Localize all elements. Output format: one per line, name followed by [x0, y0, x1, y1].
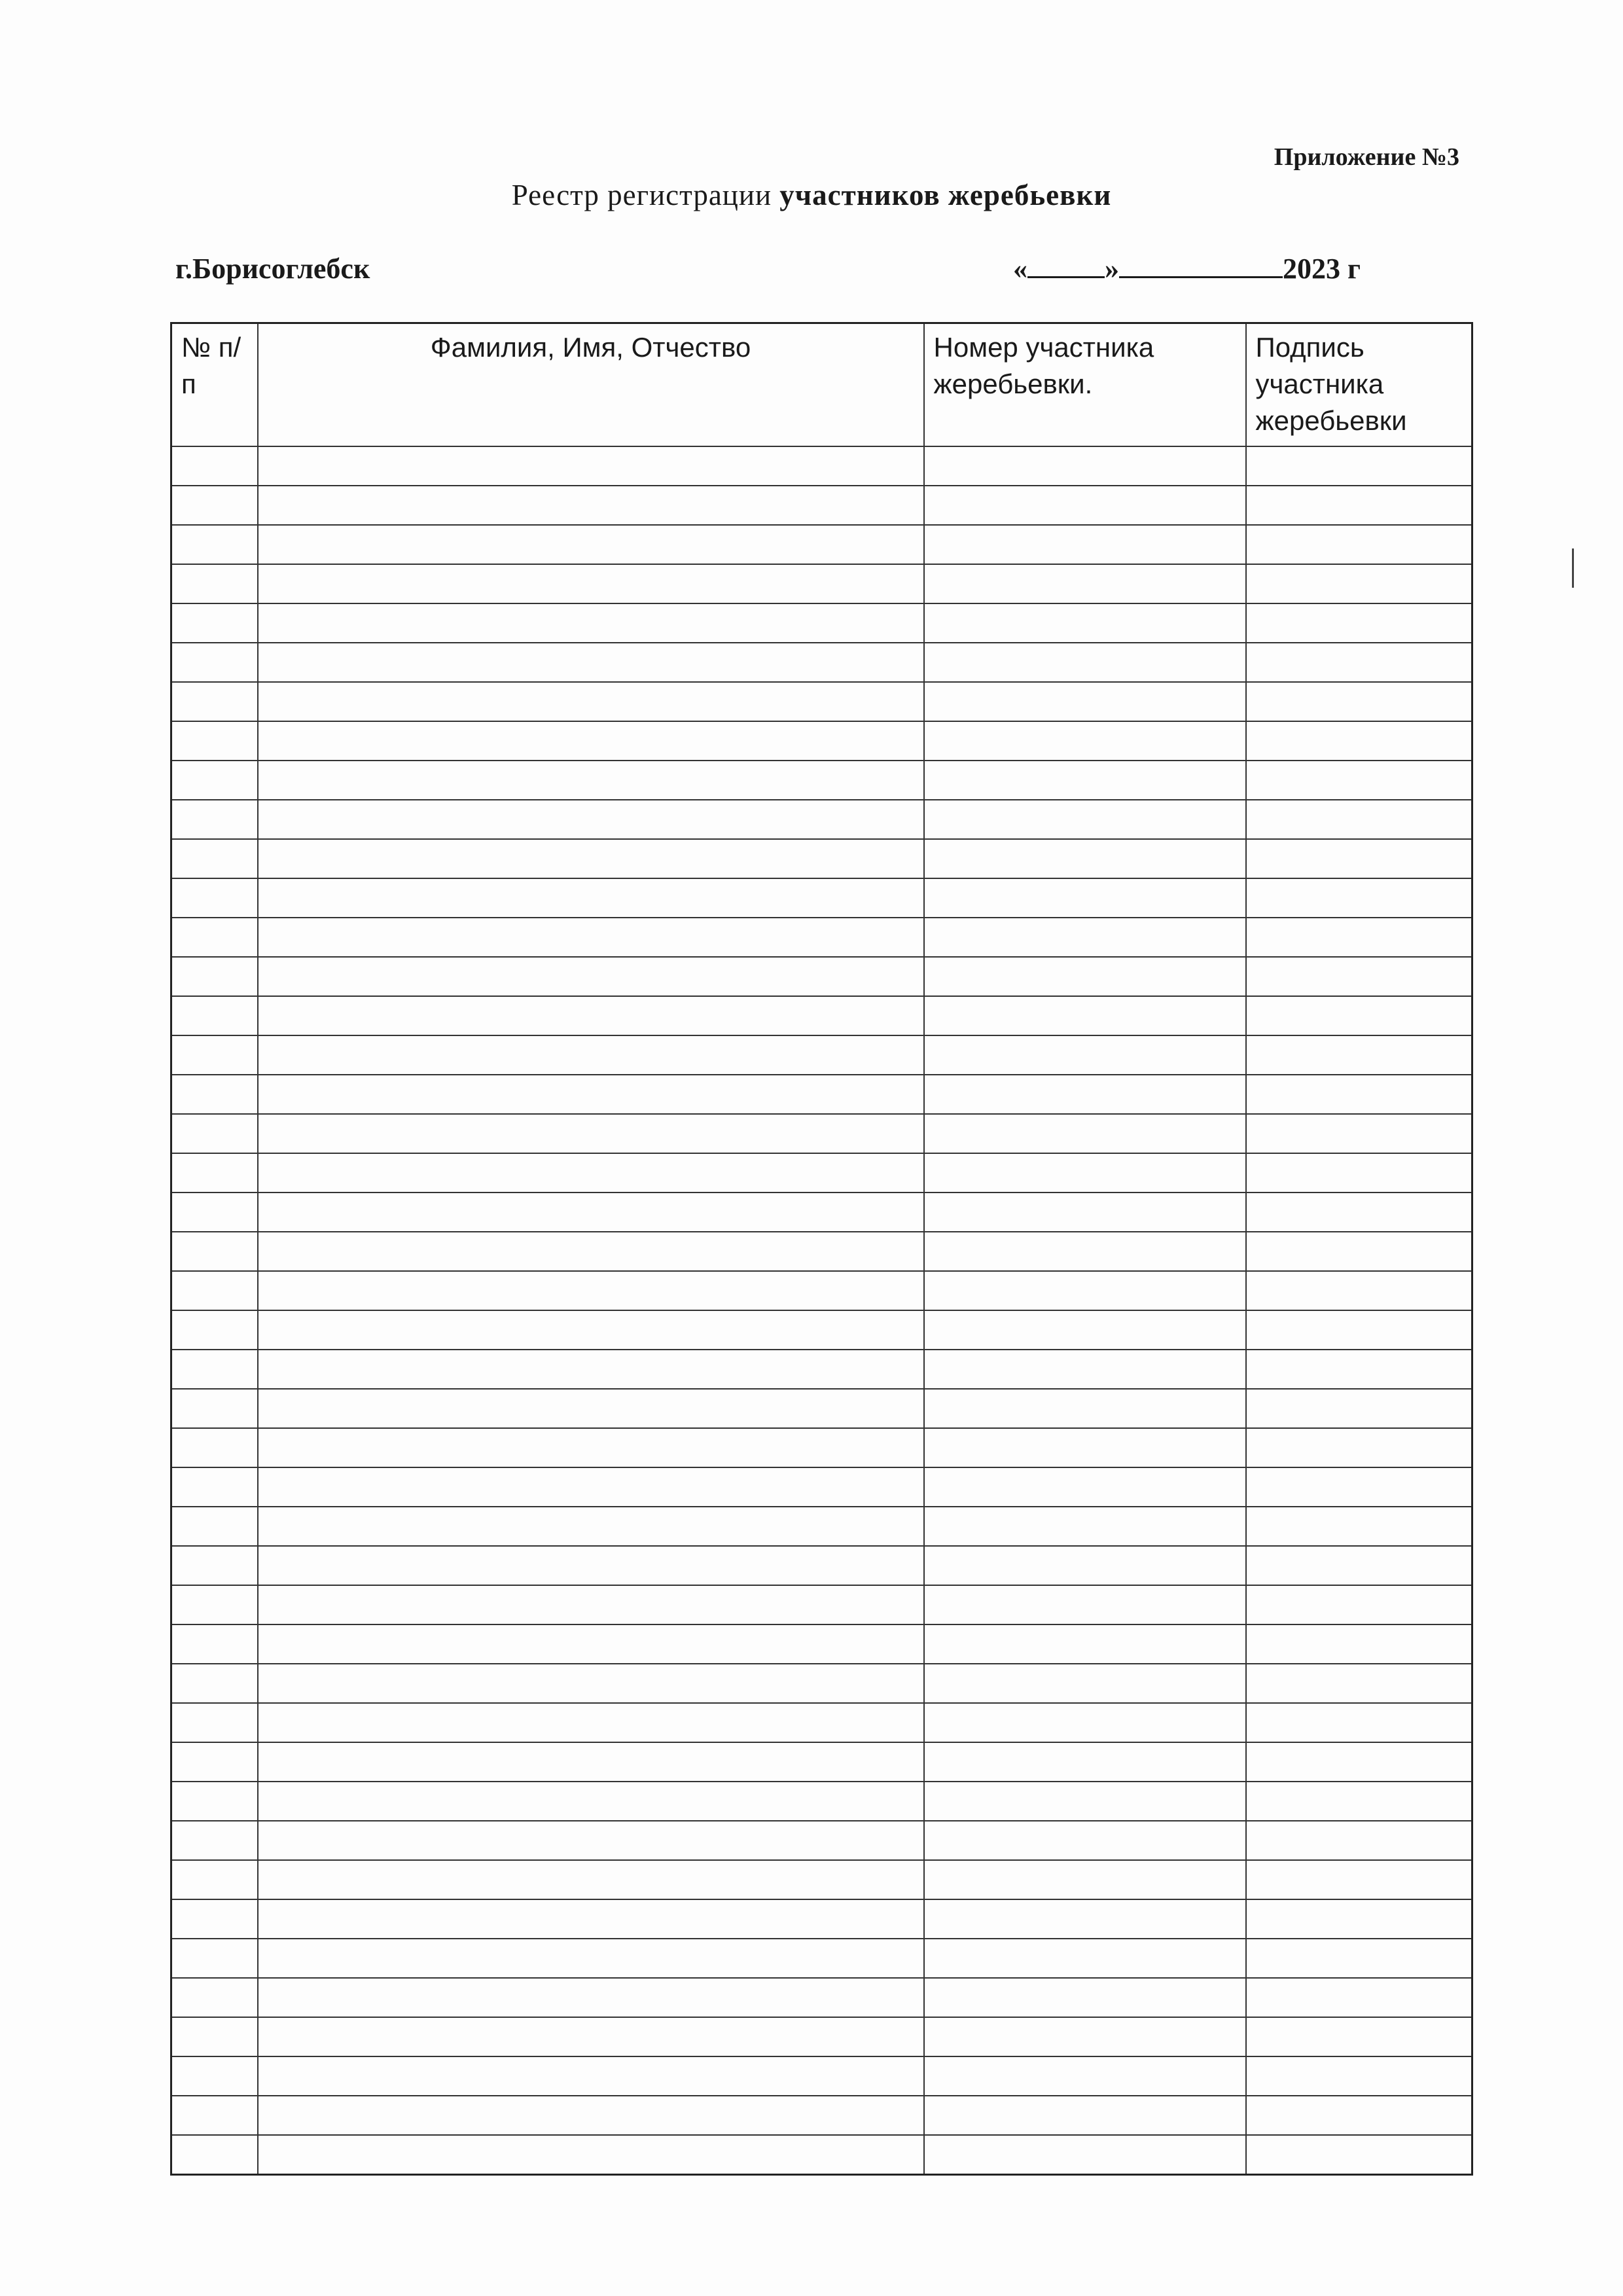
cell-signature — [1246, 996, 1472, 1035]
cell-full-name — [258, 525, 924, 564]
column-header-signature: Подпись участника жеребьевки — [1246, 323, 1472, 447]
city-label: г.Борисоглебск — [175, 253, 370, 285]
cell-signature — [1246, 1350, 1472, 1389]
table-row — [171, 1624, 1472, 1664]
cell-full-name — [258, 1664, 924, 1703]
cell-number — [171, 1782, 258, 1821]
table-row — [171, 839, 1472, 878]
cell-signature — [1246, 2056, 1472, 2096]
cell-participant-number — [924, 957, 1246, 996]
cell-participant-number — [924, 1350, 1246, 1389]
cell-full-name — [258, 1899, 924, 1939]
cell-number — [171, 446, 258, 486]
table-body — [171, 446, 1472, 2175]
column-header-full-name: Фамилия, Имя, Отчество — [258, 323, 924, 447]
cell-full-name — [258, 1821, 924, 1860]
cell-participant-number — [924, 1271, 1246, 1310]
document-title — [0, 178, 1623, 212]
cell-signature — [1246, 1664, 1472, 1703]
cell-signature — [1246, 957, 1472, 996]
cell-signature — [1246, 1271, 1472, 1310]
table-row — [171, 682, 1472, 721]
cell-participant-number — [924, 1664, 1246, 1703]
cell-full-name — [258, 1978, 924, 2017]
cell-signature — [1246, 1624, 1472, 1664]
cell-participant-number — [924, 1310, 1246, 1350]
cell-participant-number — [924, 2056, 1246, 2096]
date-line — [1013, 252, 1361, 285]
cell-full-name — [258, 1310, 924, 1350]
title-regular-part: Реестр регистрации — [511, 179, 780, 211]
cell-number — [171, 1114, 258, 1153]
cell-participant-number — [924, 1075, 1246, 1114]
cell-full-name — [258, 1467, 924, 1507]
cell-full-name — [258, 564, 924, 603]
cell-signature — [1246, 1860, 1472, 1899]
table-row — [171, 1860, 1472, 1899]
month-blank — [1119, 253, 1283, 278]
cell-number — [171, 1075, 258, 1114]
table-row — [171, 1664, 1472, 1703]
cell-participant-number — [924, 1193, 1246, 1232]
cell-participant-number — [924, 1467, 1246, 1507]
table-row — [171, 1467, 1472, 1507]
cell-participant-number — [924, 1782, 1246, 1821]
table-row — [171, 1782, 1472, 1821]
cell-signature — [1246, 1114, 1472, 1153]
table-row — [171, 1153, 1472, 1193]
cell-number — [171, 643, 258, 682]
cell-full-name — [258, 2056, 924, 2096]
table-row — [171, 486, 1472, 525]
cell-number — [171, 1585, 258, 1624]
cell-participant-number — [924, 721, 1246, 761]
table-row — [171, 2017, 1472, 2056]
cell-signature — [1246, 918, 1472, 957]
cell-signature — [1246, 1585, 1472, 1624]
cell-full-name — [258, 918, 924, 957]
cell-participant-number — [924, 564, 1246, 603]
cell-participant-number — [924, 525, 1246, 564]
table-row — [171, 1546, 1472, 1585]
cell-participant-number — [924, 1153, 1246, 1193]
cell-number — [171, 2056, 258, 2096]
cell-signature — [1246, 1310, 1472, 1350]
cell-number — [171, 1742, 258, 1782]
cell-participant-number — [924, 1507, 1246, 1546]
cell-participant-number — [924, 996, 1246, 1035]
cell-number — [171, 2096, 258, 2135]
cell-number — [171, 1350, 258, 1389]
cell-participant-number — [924, 1232, 1246, 1271]
cell-signature — [1246, 1507, 1472, 1546]
cell-signature — [1246, 2096, 1472, 2135]
cell-full-name — [258, 1114, 924, 1153]
cell-number — [171, 1939, 258, 1978]
table-row — [171, 525, 1472, 564]
table-row — [171, 957, 1472, 996]
cell-full-name — [258, 1939, 924, 1978]
cell-participant-number — [924, 839, 1246, 878]
cell-full-name — [258, 1782, 924, 1821]
cell-full-name — [258, 486, 924, 525]
cell-participant-number — [924, 1585, 1246, 1624]
cell-participant-number — [924, 1546, 1246, 1585]
title-bold-part: участников жеребьевки — [779, 179, 1112, 211]
cell-number — [171, 839, 258, 878]
table-row — [171, 2096, 1472, 2135]
table-row — [171, 721, 1472, 761]
cell-signature — [1246, 800, 1472, 839]
cell-full-name — [258, 643, 924, 682]
cell-full-name — [258, 2096, 924, 2135]
cell-participant-number — [924, 643, 1246, 682]
cell-full-name — [258, 1703, 924, 1742]
cell-participant-number — [924, 878, 1246, 918]
cell-number — [171, 761, 258, 800]
cell-number — [171, 1860, 258, 1899]
date-close-quote: » — [1105, 253, 1119, 285]
cell-full-name — [258, 1075, 924, 1114]
cell-number — [171, 1899, 258, 1939]
cell-signature — [1246, 1467, 1472, 1507]
cell-participant-number — [924, 918, 1246, 957]
cell-signature — [1246, 1035, 1472, 1075]
table-row — [171, 446, 1472, 486]
cell-signature — [1246, 1821, 1472, 1860]
cell-participant-number — [924, 1389, 1246, 1428]
cell-number — [171, 1664, 258, 1703]
cell-full-name — [258, 1624, 924, 1664]
cell-full-name — [258, 839, 924, 878]
table-row — [171, 1350, 1472, 1389]
cell-full-name — [258, 1428, 924, 1467]
cell-participant-number — [924, 2017, 1246, 2056]
cell-signature — [1246, 1232, 1472, 1271]
registration-table — [170, 322, 1473, 2176]
cell-full-name — [258, 603, 924, 643]
cell-number — [171, 878, 258, 918]
cell-number — [171, 957, 258, 996]
cell-full-name — [258, 1585, 924, 1624]
cell-number — [171, 1978, 258, 2017]
cell-participant-number — [924, 1821, 1246, 1860]
cell-signature — [1246, 486, 1472, 525]
table-row — [171, 1939, 1472, 1978]
cell-number — [171, 1193, 258, 1232]
cell-signature — [1246, 761, 1472, 800]
cell-number — [171, 1624, 258, 1664]
table-row — [171, 1232, 1472, 1271]
cell-number — [171, 1310, 258, 1350]
cell-participant-number — [924, 1035, 1246, 1075]
table-row — [171, 761, 1472, 800]
cell-number — [171, 918, 258, 957]
cell-full-name — [258, 2017, 924, 2056]
cell-participant-number — [924, 1742, 1246, 1782]
cell-signature — [1246, 1389, 1472, 1428]
table-row — [171, 1978, 1472, 2017]
cell-participant-number — [924, 603, 1246, 643]
table-row — [171, 918, 1472, 957]
cell-full-name — [258, 878, 924, 918]
table-row — [171, 996, 1472, 1035]
column-header-participant-number: Номер участника жеребьевки. — [924, 323, 1246, 447]
table-row — [171, 1899, 1472, 1939]
column-header-number: № п/п — [171, 323, 258, 447]
cell-signature — [1246, 1153, 1472, 1193]
cell-number — [171, 1703, 258, 1742]
cell-participant-number — [924, 1428, 1246, 1467]
date-open-quote: « — [1013, 253, 1027, 285]
table-row — [171, 1389, 1472, 1428]
cell-number — [171, 2017, 258, 2056]
cell-signature — [1246, 878, 1472, 918]
table-row — [171, 1035, 1472, 1075]
cell-full-name — [258, 446, 924, 486]
cell-number — [171, 1467, 258, 1507]
cell-full-name — [258, 1271, 924, 1310]
table-row — [171, 800, 1472, 839]
cell-full-name — [258, 682, 924, 721]
cell-number — [171, 2135, 258, 2175]
appendix-label: Приложение №3 — [1274, 143, 1459, 171]
cell-signature — [1246, 1428, 1472, 1467]
cell-signature — [1246, 682, 1472, 721]
table-row — [171, 1585, 1472, 1624]
cell-signature — [1246, 1782, 1472, 1821]
table-row — [171, 878, 1472, 918]
table-header-row — [171, 323, 1472, 447]
cell-full-name — [258, 800, 924, 839]
table-row — [171, 1310, 1472, 1350]
cell-full-name — [258, 1193, 924, 1232]
cell-signature — [1246, 525, 1472, 564]
table-row — [171, 1193, 1472, 1232]
cell-signature — [1246, 1978, 1472, 2017]
cell-full-name — [258, 1546, 924, 1585]
cell-full-name — [258, 1507, 924, 1546]
cell-number — [171, 1546, 258, 1585]
table-row — [171, 564, 1472, 603]
cell-number — [171, 1232, 258, 1271]
cell-signature — [1246, 564, 1472, 603]
cell-signature — [1246, 2017, 1472, 2056]
cell-participant-number — [924, 446, 1246, 486]
cell-signature — [1246, 839, 1472, 878]
cell-full-name — [258, 996, 924, 1035]
table-row — [171, 1114, 1472, 1153]
cell-signature — [1246, 643, 1472, 682]
table-row — [171, 2056, 1472, 2096]
cell-participant-number — [924, 1703, 1246, 1742]
cell-participant-number — [924, 2135, 1246, 2175]
cell-number — [171, 1821, 258, 1860]
cell-full-name — [258, 1153, 924, 1193]
cell-number — [171, 1428, 258, 1467]
cell-signature — [1246, 1939, 1472, 1978]
cell-signature — [1246, 603, 1472, 643]
cell-number — [171, 1507, 258, 1546]
scan-margin-mark — [1572, 548, 1574, 588]
cell-full-name — [258, 1350, 924, 1389]
cell-participant-number — [924, 800, 1246, 839]
cell-participant-number — [924, 1624, 1246, 1664]
cell-full-name — [258, 957, 924, 996]
table-row — [171, 1703, 1472, 1742]
table-row — [171, 1821, 1472, 1860]
day-blank — [1027, 253, 1105, 278]
cell-full-name — [258, 1035, 924, 1075]
cell-number — [171, 525, 258, 564]
cell-participant-number — [924, 1978, 1246, 2017]
cell-signature — [1246, 1703, 1472, 1742]
cell-signature — [1246, 2135, 1472, 2175]
cell-full-name — [258, 1860, 924, 1899]
cell-full-name — [258, 761, 924, 800]
cell-number — [171, 486, 258, 525]
table-row — [171, 1428, 1472, 1467]
cell-signature — [1246, 1193, 1472, 1232]
cell-signature — [1246, 1075, 1472, 1114]
cell-full-name — [258, 1232, 924, 1271]
cell-number — [171, 1153, 258, 1193]
table-row — [171, 2135, 1472, 2175]
cell-full-name — [258, 2135, 924, 2175]
cell-signature — [1246, 446, 1472, 486]
cell-signature — [1246, 1899, 1472, 1939]
table-row — [171, 1075, 1472, 1114]
cell-number — [171, 603, 258, 643]
cell-participant-number — [924, 1860, 1246, 1899]
cell-participant-number — [924, 2096, 1246, 2135]
table-row — [171, 603, 1472, 643]
cell-signature — [1246, 1546, 1472, 1585]
table-row — [171, 1742, 1472, 1782]
cell-participant-number — [924, 1114, 1246, 1153]
cell-number — [171, 1035, 258, 1075]
cell-number — [171, 1389, 258, 1428]
cell-number — [171, 721, 258, 761]
cell-number — [171, 1271, 258, 1310]
cell-signature — [1246, 1742, 1472, 1782]
cell-participant-number — [924, 486, 1246, 525]
cell-number — [171, 996, 258, 1035]
table-row — [171, 1271, 1472, 1310]
cell-full-name — [258, 1742, 924, 1782]
table-row — [171, 643, 1472, 682]
cell-signature — [1246, 721, 1472, 761]
cell-number — [171, 564, 258, 603]
cell-participant-number — [924, 761, 1246, 800]
table-row — [171, 1507, 1472, 1546]
cell-full-name — [258, 1389, 924, 1428]
cell-participant-number — [924, 1939, 1246, 1978]
cell-participant-number — [924, 1899, 1246, 1939]
cell-number — [171, 800, 258, 839]
cell-full-name — [258, 721, 924, 761]
cell-participant-number — [924, 682, 1246, 721]
date-year: 2023 г — [1283, 253, 1361, 285]
cell-number — [171, 682, 258, 721]
